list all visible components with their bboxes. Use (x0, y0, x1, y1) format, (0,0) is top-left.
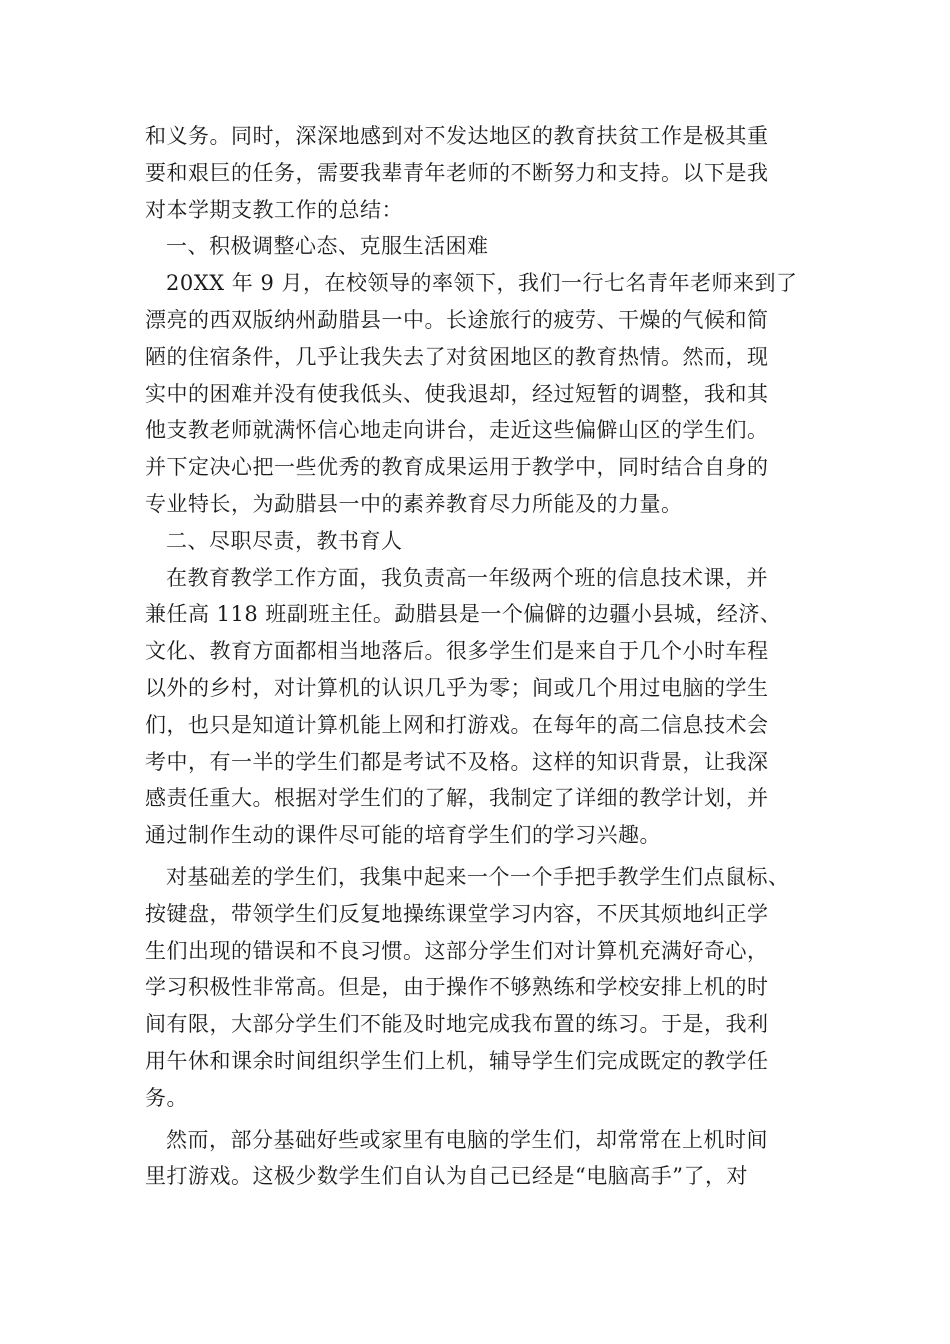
text-line: 考中，有一半的学生们都是考试不及格。这样的知识背景，让我深 (145, 749, 769, 774)
text-line: 和义务。同时，深深地感到对不发达地区的教育扶贫工作是极其重 (145, 124, 769, 148)
text-line: 实中的困难并没有使我低头、使我退却，经过短暂的调整，我和其 (145, 381, 769, 406)
text-line: 专业特长，为勐腊县一中的素养教育尽力所能及的力量。 (145, 491, 683, 516)
text-line: 感责任重大。根据对学生们的了解，我制定了详细的教学计划，并 (145, 786, 769, 811)
text-line: 按键盘，带领学生们反复地操练课堂学习内容，不厌其烦地纠正学 (145, 901, 769, 926)
text-line: 漂亮的西双版纳州勐腊县一中。长途旅行的疲劳、干燥的气候和简 (145, 307, 769, 332)
text-line: 然而，部分基础好些或家里有电脑的学生们，却常常在上机时间 (166, 1127, 768, 1152)
text-line: 以外的乡村，对计算机的认识几乎为零；间或几个用过电脑的学生 (145, 675, 769, 700)
text-line: 陋的住宿条件，几乎让我失去了对贫困地区的教育热情。然而，现 (145, 344, 769, 369)
document-body (145, 118, 810, 1195)
text-line: 要和艰巨的任务，需要我辈青年老师的不断努力和支持。以下是我 (145, 160, 769, 185)
text-line: 间有限，大部分学生们不能及时地完成我布置的练习。于是，我利 (145, 1012, 769, 1037)
text-line: 务。 (145, 1085, 188, 1110)
text-line: 他支教老师就满怀信心地走向讲台，走近这些偏僻山区的学生们。 (145, 418, 769, 443)
text-line: 们，也只是知道计算机能上网和打游戏。在每年的高二信息技术会 (145, 712, 769, 737)
section-heading: 二、尽职尽责，教书育人 (166, 528, 403, 553)
text-line: 用午休和课余时间组织学生们上机，辅导学生们完成既定的教学任 (145, 1048, 769, 1073)
text-line: 通过制作生动的课件尽可能的培育学生们的学习兴趣。 (145, 823, 661, 848)
text-line: 对基础差的学生们，我集中起来一个一个手把手教学生们点鼠标、 (166, 864, 790, 889)
text-line: 20XX 年 9 月，在校领导的率领下，我们一行七名青年老师来到了 (166, 271, 798, 296)
text-line: 并下定决心把一些优秀的教育成果运用于教学中，同时结合自身的 (145, 455, 769, 480)
text-line: 里打游戏。这极少数学生们自认为自己已经是“电脑高手”了，对 (145, 1164, 748, 1189)
text-line: 文化、教育方面都相当地落后。很多学生们是来自于几个小时车程 (145, 639, 769, 664)
text-line: 生们出现的错误和不良习惯。这部分学生们对计算机充满好奇心， (145, 938, 769, 963)
text-line: 兼任高 118 班副班主任。勐腊县是一个偏僻的边疆小县城，经济、 (145, 602, 782, 627)
text-line: 学习积极性非常高。但是，由于操作不够熟练和学校安排上机的时 (145, 975, 769, 1000)
section-heading: 一、积极调整心态、克服生活困难 (166, 234, 489, 259)
text-line: 对本学期支教工作的总结： (145, 197, 403, 222)
text-line: 在教育教学工作方面，我负责高一年级两个班的信息技术课，并 (166, 565, 768, 590)
